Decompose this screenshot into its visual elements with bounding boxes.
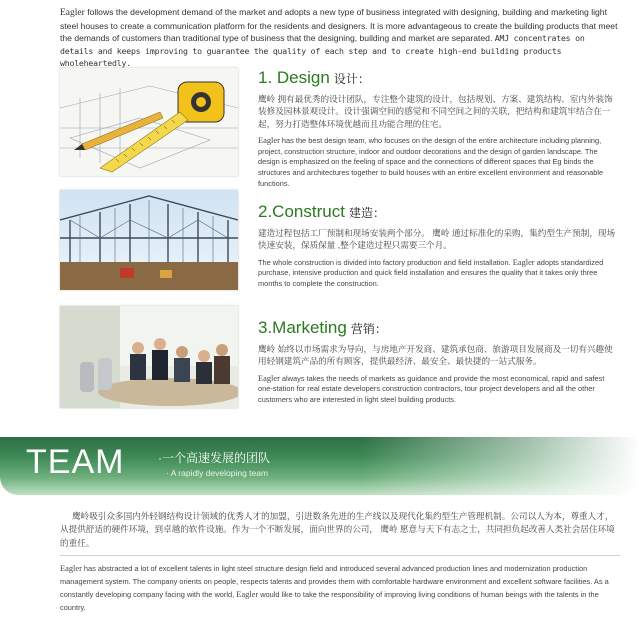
intro-paragraph — [60, 6, 620, 70]
intro-text: follows the development demand of the market and adopts a new type of business integrated with designing, building and marketing light steel houses to create a communication platform for the residents and designers. It is more advantageous to create the building products that meet the demands of customers than traditional type of business that the designing, building and market are separated. — [60, 7, 618, 44]
construct-photo — [60, 190, 238, 290]
team-en-text: has abstracted a lot of excellent talents in light steel structure design field and introduced several advanced production lines and modernization production management system. The company orients on people, respects talents and provides them with comfortable hardware environment and excellent software facilities. As a constantly developing company facing with the world, — [60, 564, 609, 599]
team-en-brand-2: Eagler — [236, 590, 259, 599]
team-zh-paragraph — [60, 510, 620, 550]
construct-text — [258, 202, 620, 290]
marketing-heading — [258, 318, 620, 340]
design-en-text: has the best design team, who focuses on the design of the entire architecture including planning, project, construction structure, indoor and outdoor decorations and the design of garden landscape. The design is emphasized on the feeling of space and the connections of different spaces that Eg binds the structures and architectures together to build houses with an entire excellent environment and reasonable functions. — [258, 136, 604, 188]
construct-en-paragraph — [258, 258, 620, 290]
team-zh-text: 鹰岭吸引众多国内外轻钢结构设计领域的优秀人才的加盟，引进数条先进的生产线以及现代化集约型生产管理机制。公司以人为本，尊重人才，从提供舒适的硬件环境，到卓越的软件设施。作为一个不断发展，面向世界的公司， 鹰岭 愿意与天下有志之士，共同担负起改善人类社会居住环境的重任。 — [60, 511, 615, 548]
construct-section — [0, 190, 640, 294]
design-heading-zh: 设计： — [333, 72, 370, 86]
marketing-photo — [60, 306, 238, 408]
design-zh-paragraph: 鹰岭 拥有最优秀的设计团队，专注整个建筑的设计，包括规划、方案、建筑结构、室内外装饰装修及园林景观设计。设计强调空间的感觉和不同空间之间的关联，把结构和建筑牢结合在一起，努力打造整体环境优越而且功能合理的住宅。 — [258, 94, 613, 129]
team-banner — [0, 437, 640, 495]
marketing-en-brand: Eagler — [258, 373, 280, 383]
marketing-heading-en: 3.Marketing — [258, 318, 347, 337]
design-text — [258, 68, 620, 189]
construct-heading-en: 2.Construct — [258, 202, 345, 221]
design-heading — [258, 68, 620, 90]
marketing-zh-paragraph: 鹰岭 始终以市场需求为导向，与房地产开发商、建筑承包商、旅游项目发展商及一切有兴趣使用轻钢建筑产品的所有顾客，提供最经济、最安全、最快捷的一站式服务。 — [258, 344, 613, 367]
marketing-text — [258, 318, 620, 406]
construct-en-brand: Eagler — [512, 257, 535, 267]
design-en-paragraph — [258, 136, 620, 189]
marketing-section — [0, 306, 640, 410]
intro-text-mono: AMJ concentrates on details and keeps improving to guarantee the quality of each step and to create high-end building products wholeheartedly. — [60, 33, 585, 69]
construct-heading — [258, 202, 620, 224]
intro-brand: Eagler — [60, 8, 85, 18]
design-en-brand: Eagler — [258, 136, 280, 146]
team-en-brand: Eagler — [60, 564, 82, 573]
marketing-heading-zh: 营销： — [350, 322, 387, 336]
design-section — [0, 68, 640, 188]
team-title: TEAM — [26, 443, 125, 481]
team-subtitle-en: · A rapidly developing team — [166, 468, 269, 478]
construct-zh-paragraph: 建造过程包括工厂预制和现场安装两个部分。 鹰岭 通过标准化的采购，集约型生产预制，现场快速安装，保质保量 ,整个建造过程只需要三个月。 — [258, 228, 616, 251]
construct-heading-zh: 建造： — [348, 206, 385, 220]
team-en-paragraph — [60, 562, 620, 614]
design-heading-en: 1. Design — [258, 68, 330, 87]
team-subtitle-zh: ·一个高速发展的团队 — [158, 451, 270, 465]
marketing-en-paragraph — [258, 374, 620, 406]
construct-en-text-2: adopts standardized purchase, intensive production and quick field installation and ensures the quality that it takes only three months to complete the construction. — [258, 257, 604, 288]
construct-en-text: The whole construction is divided into factory production and field installation. — [258, 257, 511, 267]
divider — [60, 555, 620, 556]
marketing-en-text: always takes the needs of markets as guidance and provide the most economical, rapid and safest one-station for real estate developers construction contractors, tour project developers and all the other customers who are interested in light steel building products. — [258, 373, 605, 404]
design-photo — [60, 68, 238, 176]
team-en-text-2: would like to take the responsibility of improving living conditions of human beings with the talents in the country. — [60, 590, 599, 612]
